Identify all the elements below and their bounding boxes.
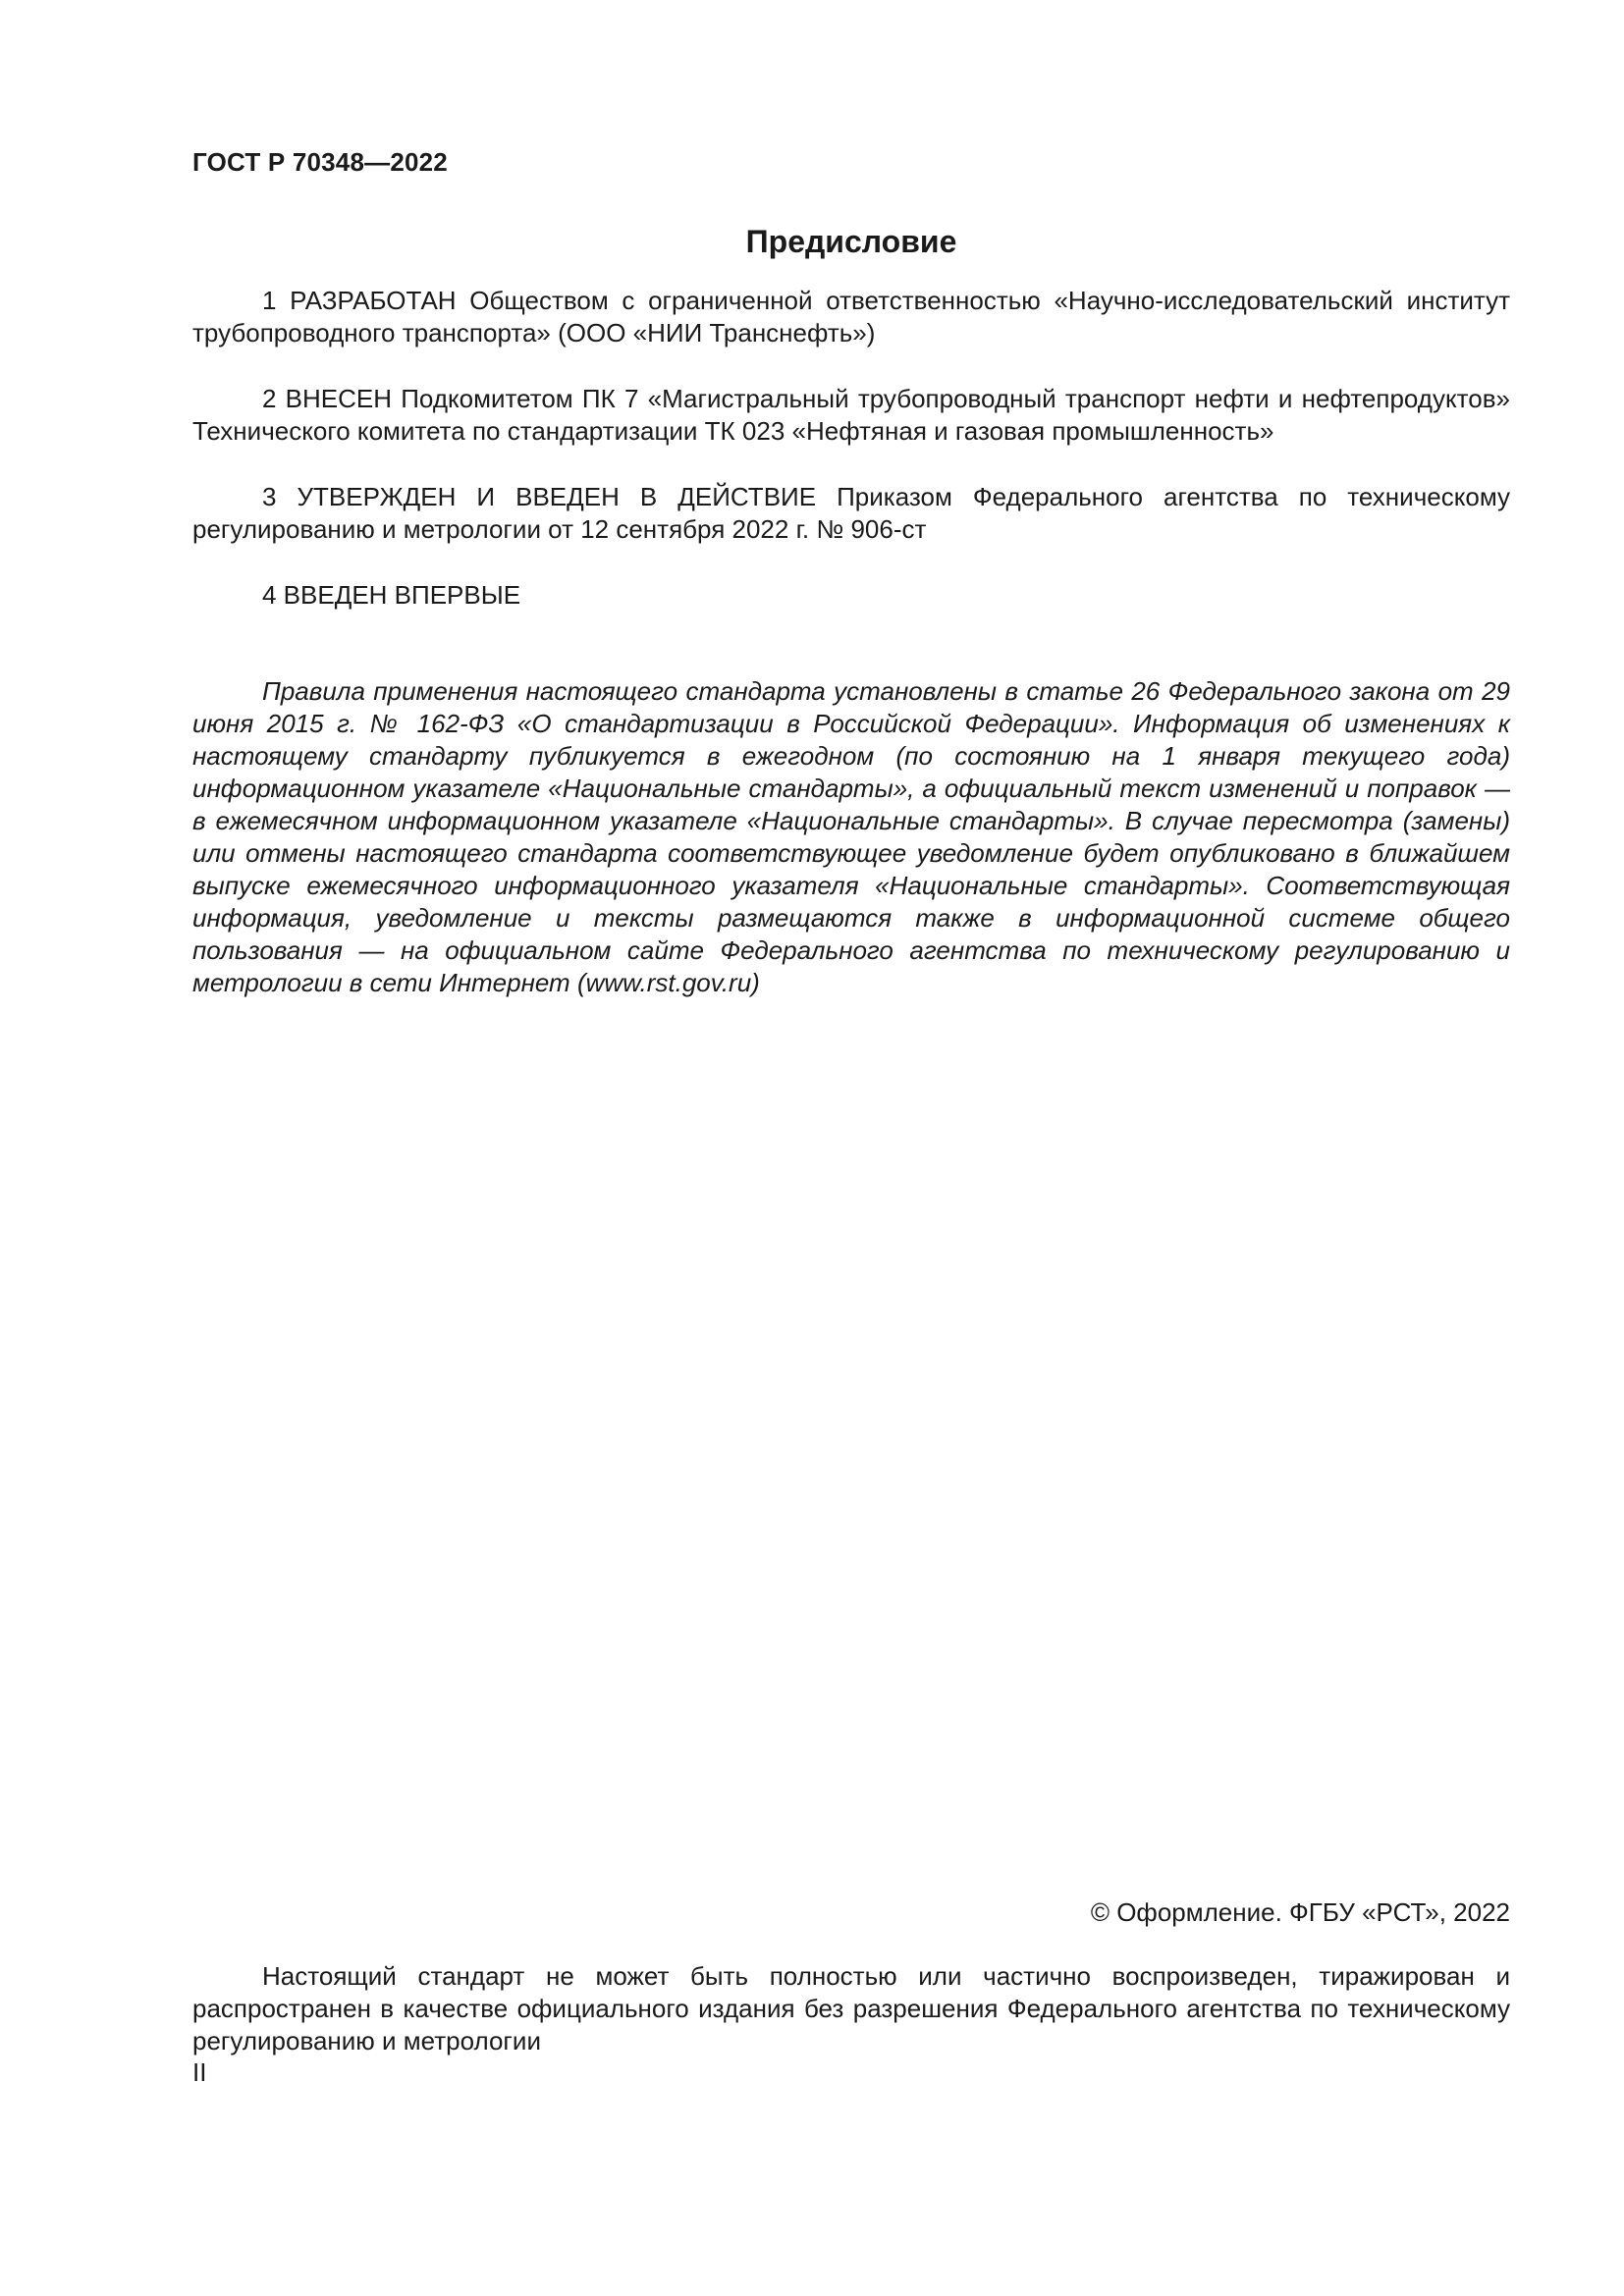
preface-item-introduced: 4 ВВЕДЕН ВПЕРВЫЕ bbox=[262, 580, 521, 610]
preface-item-submitted: 2 ВНЕСЕН Подкомитетом ПК 7 «Магистральный трубопроводный транспорт нефти и нефтепродуктов» Технического комитета по стандартизации ТК 023 «Нефтяная и газовая промышленность» bbox=[192, 384, 1510, 446]
preface-item-developed: 1 РАЗРАБОТАН Обществом с ограниченной ответственностью «Научно-исследовательский институт трубопроводного транспорта» (ООО «НИИ Транснефть») bbox=[192, 286, 1510, 347]
preface-item-approved: 3 УТВЕРЖДЕН И ВВЕДЕН В ДЕЙСТВИЕ Приказом Федерального агентства по техническому регулированию и метрологии от 12 сентября 2022 г. № 906-ст bbox=[192, 482, 1510, 544]
copyright-notice: © Оформление. ФГБУ «РСТ», 2022 bbox=[1090, 1897, 1510, 1927]
page-title: Предисловие bbox=[745, 224, 957, 259]
reproduction-notice: Настоящий стандарт не может быть полностью или частично воспроизведен, тиражирован и распространен в качестве официального издания без разрешения Федерального агентства по техническому регулированию и метрологии bbox=[192, 1961, 1510, 2056]
document-code: ГОСТ Р 70348—2022 bbox=[192, 147, 448, 177]
application-rules-text: Правила применения настоящего стандарта установлены в статье 26 Федерального закона от 29 июня 2015 г. № 162-ФЗ «О стандартизации в Российской Федерации». Информация об изменениях к настоящему стандарту публикуется в ежегодном (по состоянию на 1 января текущего года) информационном указателе «Национальные стандарты», а официальный текст изменений и поправок — в ежемесячном информационном указателе «Национальные стандарты». В случае пересмотра (замены) или отмены настоящего стандарта соответствующее уведомление будет опубликовано в ближайшем выпуске ежемесячного информационного указателя «Национальные стандарты». Соответствующая информация, уведомление и тексты размещаются также в информационной системе общего пользования — на официальном сайте Федерального агентства по техническому регулированию и метрологии в сети Интернет (www.rst.gov.ru) bbox=[192, 676, 1510, 997]
page-number: II bbox=[192, 2057, 207, 2087]
